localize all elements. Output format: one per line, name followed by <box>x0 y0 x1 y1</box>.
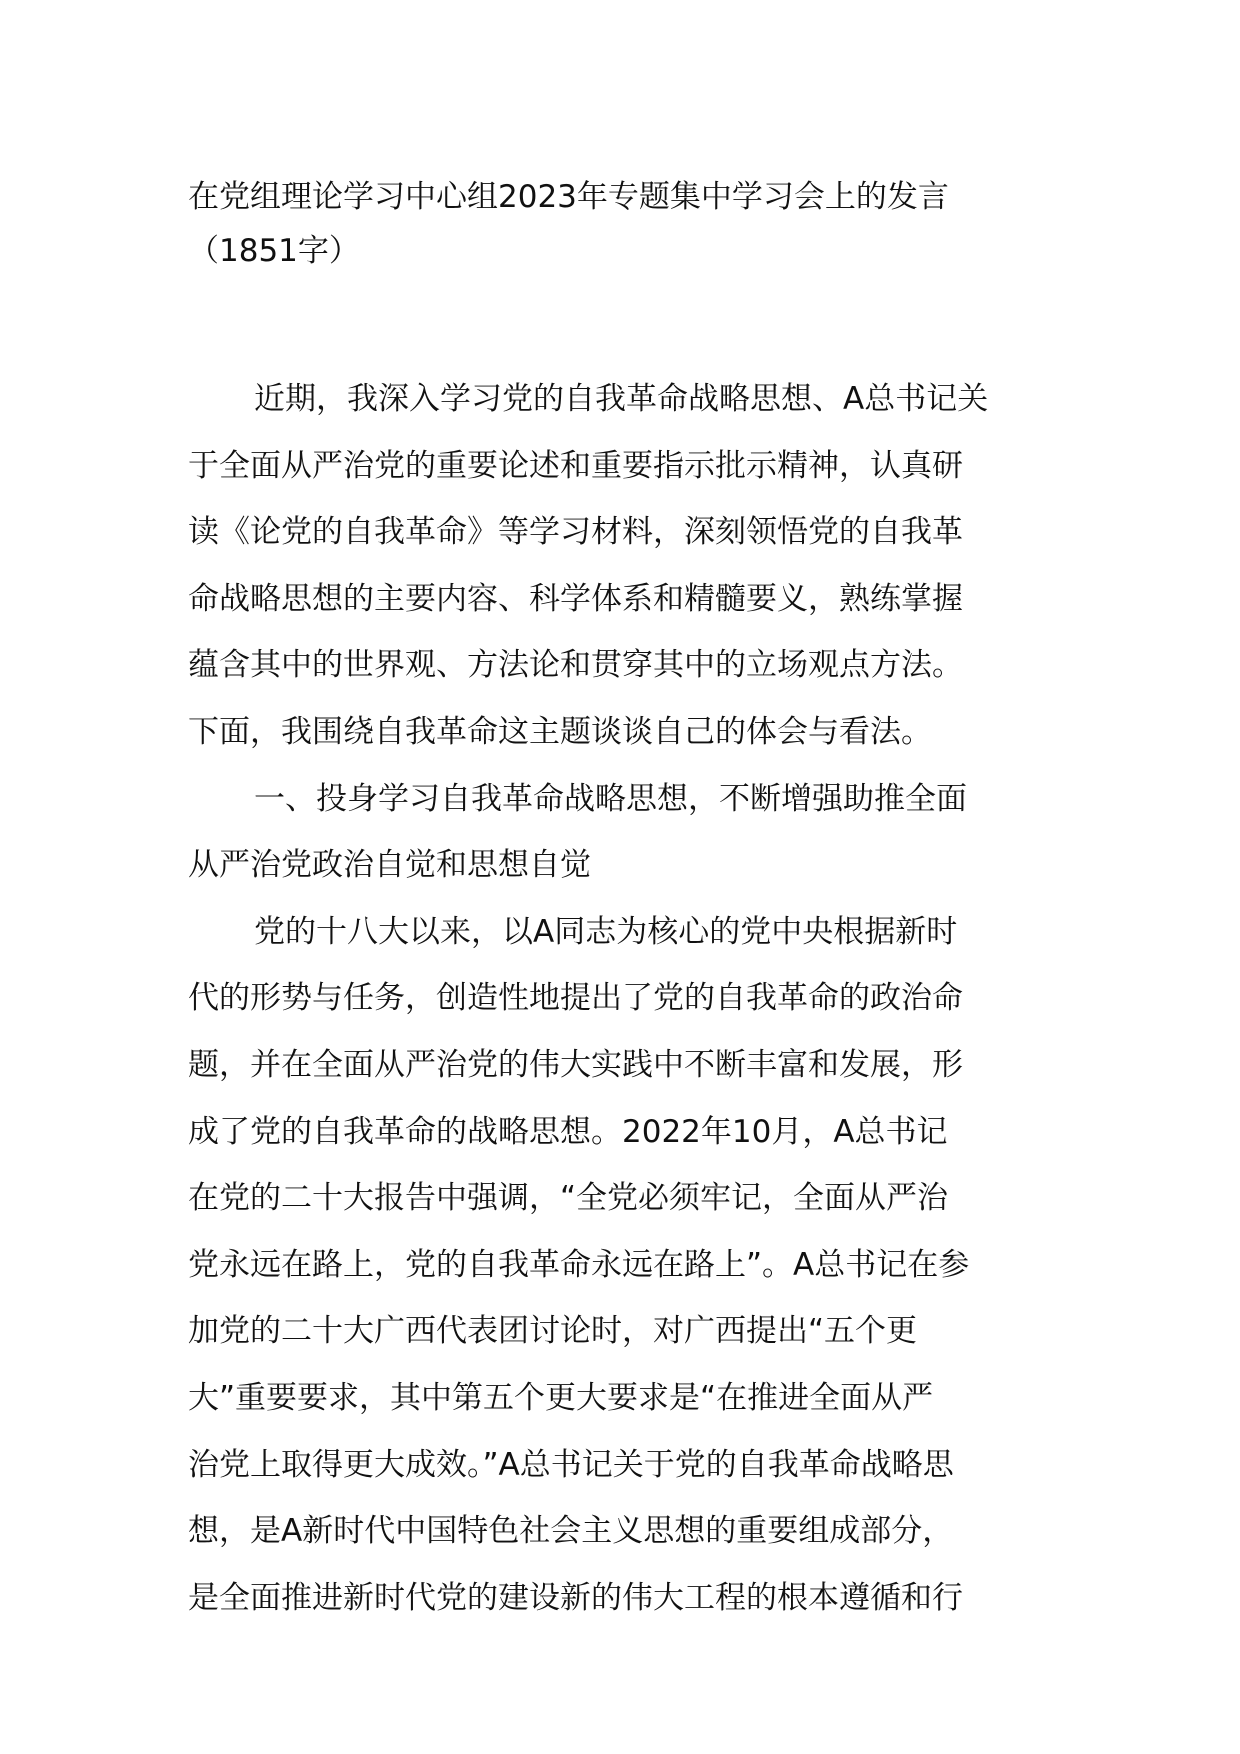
title-line-2: （1851字） <box>188 233 360 269</box>
paragraph-1-line-5: 蕴含其中的世界观、方法论和贯穿其中的立场观点方法。 <box>188 647 963 684</box>
paragraph-2-line-11: 是全面推进新时代党的建设新的伟大工程的根本遵循和行 <box>188 1579 963 1616</box>
paragraph-2-line-7: 加党的二十大广西代表团讨论时，对广西提出“五个更 <box>188 1313 918 1350</box>
paragraph-1-line-3: 读《论党的自我革命》等学习材料，深刻领悟党的自我革 <box>188 514 963 551</box>
title-line-1: 在党组理论学习中心组2023年专题集中学习会上的发言 <box>188 179 949 215</box>
paragraph-2-line-5: 在党的二十大报告中强调，“全党必须牢记，全面从严治 <box>188 1180 949 1217</box>
paragraph-2-line-2: 代的形势与任务，创造性地提出了党的自我革命的政治命 <box>188 980 963 1017</box>
paragraph-1-line-4: 命战略思想的主要内容、科学体系和精髓要义，熟练掌握 <box>188 580 963 617</box>
paragraph-2-line-9: 治党上取得更大成效。”A总书记关于党的自我革命战略思 <box>188 1446 954 1483</box>
paragraph-1-line-1: 近期，我深入学习党的自我革命战略思想、A总书记关 <box>254 381 989 417</box>
paragraph-2-line-4: 成了党的自我革命的战略思想。2022年10月，A总书记 <box>188 1113 948 1150</box>
paragraph-2-line-3: 题，并在全面从严治党的伟大实践中不断丰富和发展，形 <box>188 1046 963 1083</box>
document-title <box>188 170 1068 278</box>
paragraph-2-line-8: 大”重要要求，其中第五个更大要求是“在推进全面从严 <box>188 1379 934 1416</box>
section-heading-line-1: 一、投身学习自我革命战略思想，不断增强助推全面 <box>254 780 967 817</box>
document-body <box>188 366 1068 1631</box>
paragraph-1-line-2: 于全面从严治党的重要论述和重要指示批示精神，认真研 <box>188 447 963 484</box>
paragraph-2-line-6: 党永远在路上，党的自我革命永远在路上”。A总书记在参 <box>188 1246 970 1283</box>
paragraph-1-line-6: 下面，我围绕自我革命这主题谈谈自己的体会与看法。 <box>188 713 932 750</box>
paragraph-2-line-1: 党的十八大以来，以A同志为核心的党中央根据新时 <box>254 913 958 950</box>
paragraph-2-line-10: 想，是A新时代中国特色社会主义思想的重要组成部分， <box>188 1513 954 1550</box>
section-heading-line-2: 从严治党政治自觉和思想自觉 <box>188 847 591 884</box>
